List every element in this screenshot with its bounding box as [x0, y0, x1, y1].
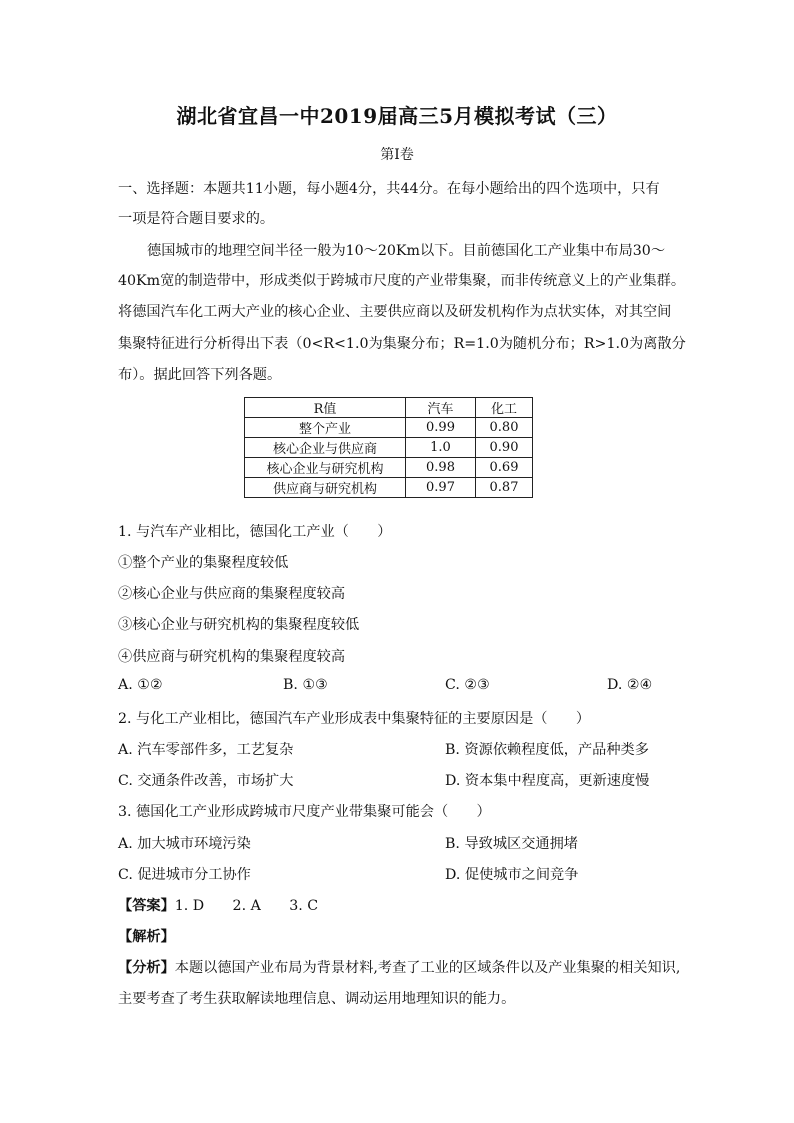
- table-header: 化工: [476, 398, 533, 418]
- table-cell: 0.98: [406, 458, 476, 478]
- table-row: [245, 418, 533, 438]
- q2-option-c: C. 交通条件改善，市场扩大: [118, 773, 294, 789]
- q1-option-c: C. ②③: [445, 677, 490, 693]
- table-header: R值: [245, 398, 406, 418]
- q3-option-d: D. 促使城市之间竞争: [445, 867, 579, 883]
- q1-option-b: B. ①③: [283, 677, 328, 693]
- instruction-line: 一项是符合题目要求的。: [118, 211, 275, 227]
- table-cell: 核心企业与研究机构: [245, 458, 406, 478]
- table-row: [245, 438, 533, 458]
- question-3-stem: 3. 德国化工产业形成跨城市尺度产业带集聚可能会（ ）: [118, 804, 491, 820]
- analysis-tag: 【分析】: [118, 960, 175, 976]
- analysis-text: 本题以德国产业布局为背景材料,考查了工业的区域条件以及产业集聚的相关知识,: [174, 960, 681, 976]
- table-cell: 整个产业: [245, 418, 406, 438]
- q1-statement: ②核心企业与供应商的集聚程度较高: [118, 586, 346, 602]
- q2-option-d: D. 资本集中程度高，更新速度慢: [445, 773, 650, 789]
- q2-option-a: A. 汽车零部件多，工艺复杂: [118, 742, 294, 758]
- table-cell: 0.80: [476, 418, 533, 438]
- answer-label: 【答案】: [118, 898, 175, 914]
- table-cell: 0.97: [406, 478, 476, 498]
- q2-option-b: B. 资源依赖程度低，产品种类多: [445, 742, 649, 758]
- analysis-line: [118, 957, 680, 977]
- analysis-heading: [118, 926, 175, 946]
- table-cell: 核心企业与供应商: [245, 438, 406, 458]
- table-cell: 0.90: [476, 438, 533, 458]
- passage-line: 40Km宽的制造带中，形成类似于跨城市尺度的产业带集聚，而非传统意义上的产业集群。: [118, 273, 686, 289]
- passage-line: 布）。据此回答下列各题。: [118, 367, 282, 383]
- instruction-line: 一、选择题：本题共11小题，每小题4分，共44分。在每小题给出的四个选项中，只有: [118, 181, 660, 197]
- q1-statement: ④供应商与研究机构的集聚程度较高: [118, 649, 346, 665]
- q1-statement: ③核心企业与研究机构的集聚程度较低: [118, 617, 360, 633]
- page-title: 湖北省宜昌一中2019届高三5月模拟考试（三）: [176, 104, 618, 128]
- table-cell: 1.0: [406, 438, 476, 458]
- q3-option-c: C. 促进城市分工协作: [118, 867, 251, 883]
- q3-option-a: A. 加大城市环境污染: [118, 836, 251, 852]
- analysis-label: 【解析】: [118, 929, 175, 945]
- table-row: [245, 478, 533, 498]
- q1-option-d: D. ②④: [607, 677, 653, 693]
- table-header-row: [245, 398, 533, 418]
- table-cell: 0.99: [406, 418, 476, 438]
- answer-line: [118, 895, 318, 915]
- table-header: 汽车: [406, 398, 476, 418]
- section-subtitle: 第Ⅰ卷: [380, 147, 414, 163]
- answer-text: 1. D 2. A 3. C: [174, 898, 319, 914]
- r-value-table: [244, 397, 533, 498]
- table-row: [245, 458, 533, 478]
- table-cell: 0.87: [476, 478, 533, 498]
- q1-option-a: A. ①②: [118, 677, 163, 693]
- q3-option-b: B. 导致城区交通拥堵: [445, 836, 578, 852]
- passage-line: 将德国汽车化工两大产业的核心企业、主要供应商以及研发机构作为点状实体，对其空间: [118, 304, 672, 320]
- analysis-line: 主要考查了考生获取解读地理信息、调动运用地理知识的能力。: [118, 991, 516, 1007]
- q1-statement: ①整个产业的集聚程度较低: [118, 555, 289, 571]
- passage-line: 德国城市的地理空间半径一般为10～20Km以下。目前德国化工产业集中布局30～: [147, 243, 666, 259]
- table-cell: 0.69: [476, 458, 533, 478]
- passage-line: 集聚特征进行分析得出下表（0<R<1.0为集聚分布；R=1.0为随机分布；R>1.0为离散分: [118, 336, 686, 352]
- table-cell: 供应商与研究机构: [245, 478, 406, 498]
- question-2-stem: 2. 与化工产业相比，德国汽车产业形成表中集聚特征的主要原因是（ ）: [118, 711, 591, 727]
- question-1-stem: 1. 与汽车产业相比，德国化工产业（ ）: [118, 524, 392, 540]
